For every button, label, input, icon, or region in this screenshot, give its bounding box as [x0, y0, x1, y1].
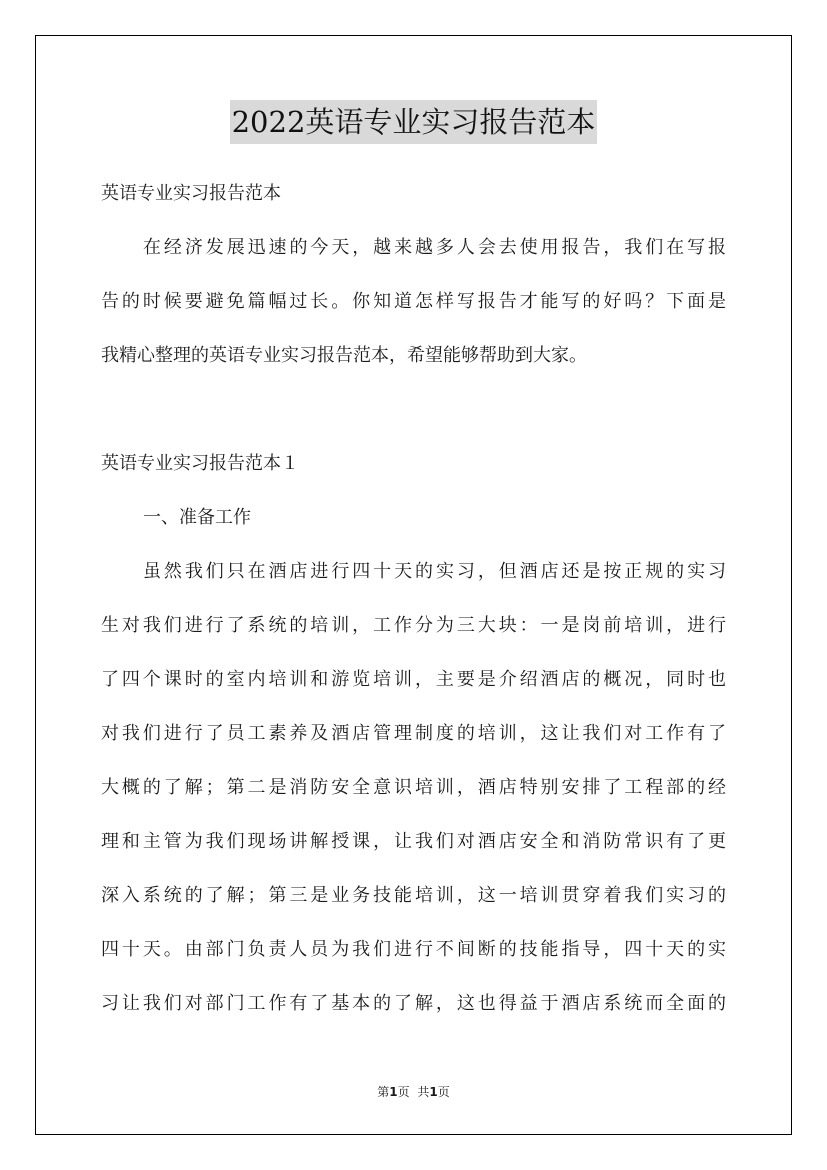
document-title: 2022英语专业实习报告范本	[230, 100, 598, 144]
body-line-3: 了四个课时的室内培训和游览培训，主要是介绍酒店的概况，同时也	[101, 669, 726, 690]
body-line-6: 理和主管为我们现场讲解授课，让我们对酒店安全和消防常识有了更	[101, 831, 726, 852]
footer-total-pages: 1	[429, 1085, 438, 1099]
heading-section-1: 英语专业实习报告范本１	[101, 453, 299, 474]
body-line-7: 深入系统的了解；第三是业务技能培训，这一培训贯穿着我们实习的	[101, 885, 726, 906]
intro-line-3: 我精心整理的英语专业实习报告范本，希望能够帮助到大家。	[101, 345, 587, 366]
footer-page-prefix: 第	[377, 1085, 390, 1099]
body-line-5: 大概的了解；第二是消防安全意识培训，酒店特别安排了工程部的经	[101, 777, 726, 798]
body-line-4: 对我们进行了员工素养及酒店管理制度的培训，这让我们对工作有了	[101, 723, 726, 744]
body-line-8: 四十天。由部门负责人员为我们进行不间断的技能指导，四十天的实	[101, 939, 726, 960]
page-footer	[0, 1083, 827, 1100]
heading-main: 英语专业实习报告范本	[101, 183, 281, 204]
body-line-1: 虽然我们只在酒店进行四十天的实习，但酒店还是按正规的实习	[143, 561, 726, 582]
footer-total-suffix: 页	[437, 1085, 450, 1099]
body-line-9: 习让我们对部门工作有了基本的了解，这也得益于酒店系统而全面的	[101, 993, 726, 1014]
document-title-wrap	[0, 100, 827, 144]
footer-page-number: 1	[389, 1085, 398, 1099]
subsection-title: 一、准备工作	[143, 507, 251, 528]
intro-line-2: 告的时候要避免篇幅过长。你知道怎样写报告才能写的好吗？下面是	[101, 291, 726, 312]
footer-page-suffix: 页	[397, 1085, 410, 1099]
body-line-2: 生对我们进行了系统的培训，工作分为三大块：一是岗前培训，进行	[101, 615, 726, 636]
intro-line-1: 在经济发展迅速的今天，越来越多人会去使用报告，我们在写报	[143, 237, 726, 258]
footer-total-prefix: 共	[417, 1085, 430, 1099]
